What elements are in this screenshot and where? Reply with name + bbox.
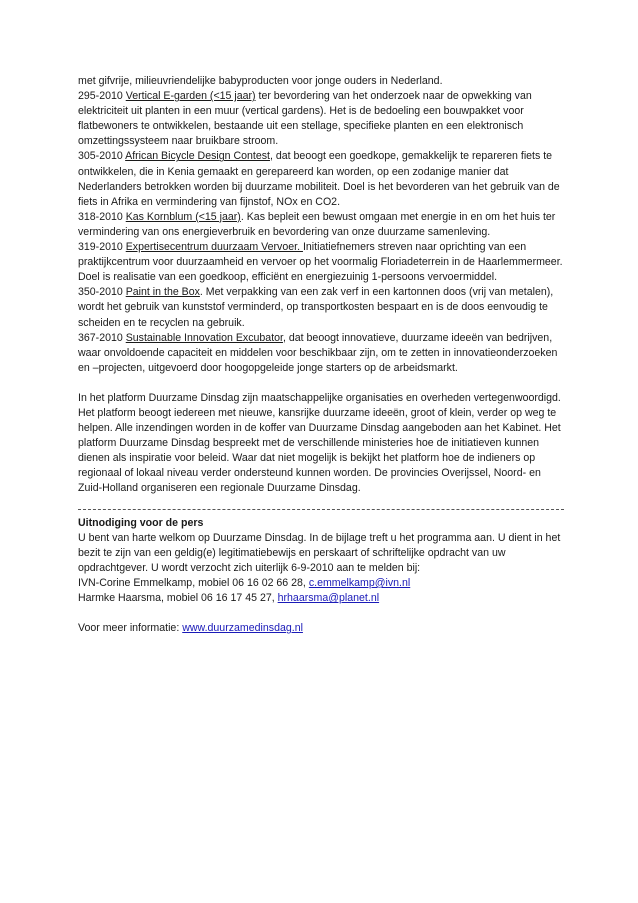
dashed-divider <box>78 509 564 510</box>
entry-number: 318-2010 <box>78 210 126 223</box>
entry-title-link[interactable]: Sustainable Innovation Excubator <box>125 331 283 344</box>
entry-number: 367-2010 <box>78 331 126 344</box>
entry-350 <box>78 285 564 330</box>
email-link-planet[interactable]: hrhaarsma@planet.nl <box>277 592 380 604</box>
platform-paragraph: In het platform Duurzame Dinsdag zijn maatschappelijke organisaties en overheden vertegenwoordigd. Het platform beoogt iedereen met nieuwe, kansrijke duurzame ideeën, groot of klein, verder op weg te helpen. Alle inzendingen worden in de koffer van Duurzame Dinsdag aangeboden aan het Kabinet. Het platform Duurzame Dinsdag bespreekt met de verschillende ministeries hoe de initiatieven kunnen dienen als inspiratie voor beleid. Waar dat niet mogelijk is bekijkt het platform hoe de indieners op regionaal of lokaal niveau verder ondersteund kunnen worden. De provincies Overijssel, Noord- en Zuid-Holland organiseren een regionale Duurzame Dinsdag. <box>78 391 561 495</box>
contact-details: IVN-Corine Emmelkamp, mobiel 06 16 02 66 28, <box>78 576 309 589</box>
entry-title-link[interactable]: Paint in the Box <box>125 286 200 299</box>
entry-number: 350-2010 <box>78 286 126 299</box>
press-text: U bent van harte welkom op Duurzame Dinsdag. In de bijlage treft u het programma aan. U dient in het bezit te zijn van een geldig(e) legitimatiebewijs en perskaart of schriftelijke opdracht van uw opdrachtgever. U wordt verzocht zich uiterlijk 6-9-2010 aan te melden bij: <box>78 531 561 574</box>
entry-title-link[interactable]: African Bicycle Design Contest <box>125 150 270 163</box>
intro-line: met gifvrije, milieuvriendelijke babyproducten voor jonge ouders in Nederland. <box>78 75 443 87</box>
email-link-ivn[interactable]: c.emmelkamp@ivn.nl <box>308 576 411 589</box>
entry-number: 295-2010 <box>78 90 126 103</box>
entry-title-link[interactable]: Vertical E-garden (<15 jaar) <box>125 90 256 103</box>
press-contact-ivn <box>78 576 564 591</box>
entry-number: 305-2010 <box>78 150 126 163</box>
entry-295 <box>78 89 564 149</box>
website-link[interactable]: www.duurzamedinsdag.nl <box>182 622 303 635</box>
entry-number: 319-2010 <box>78 241 126 254</box>
document-page <box>78 74 564 636</box>
entry-319 <box>78 240 564 285</box>
entry-text: , dat beoogt een goedkope, gemakkelijk te repareren fiets te ontwikkelen, die in Kenia gemaakt en gerepareerd kan worden, op een zodanige manier dat Nederlanders betrokken worden bij duurzame mobiliteit. Doel is het bevorderen van het gebruik van de fiets in Afrika en vermindering van fijnstof, NOx en CO2. <box>78 150 560 208</box>
press-heading: Uitnodiging voor de pers <box>78 516 204 529</box>
entry-text: . Met verpakking van een zak verf in een kartonnen doos (vrij van metalen), wordt het gebruik van kunststof verminderd, op transportkosten bespaart en is de doos eenvoudig te scheiden en te recyclen na gebruik. <box>78 286 554 329</box>
entry-text: , dat beoogt innovatieve, duurzame ideeën van bedrijven, waar onvoldoende capaciteit en middelen voor beschikbaar zijn, om te zetten in innovatieonderzoeken en –projecten, uitgevoerd door hoogopgeleide jonge starters op de arbeidsmarkt. <box>78 331 558 374</box>
entry-title-link[interactable]: Expertisecentrum duurzaam Vervoer. <box>125 241 303 254</box>
press-contact-planet <box>78 591 564 606</box>
entry-text: Initiatiefnemers streven naar oprichting van een praktijkcentrum voor duurzaamheid en vervoer op het voormalig Floriadeterrein in de Haarlemmermeer. Doel is realisatie van een goedkoop, efficiënt en energiezuinig 1-persoons vervoermiddel. <box>78 241 563 284</box>
paragraph-spacer <box>78 606 564 621</box>
entry-text: ter bevordering van het onderzoek naar de opwekking van elektriciteit uit planten in een muur (vertical gardens). Het is de bedoeling een bouwpakket voor flatbewoners te ontwikkelen, bestaande uit een stellage, specifieke planten en een elektronisch omzettingssysteem naar bruikbare stroom. <box>78 90 532 148</box>
contact-details: Harmke Haarsma, mobiel 06 16 17 45 27, <box>78 592 278 604</box>
entry-title-link[interactable]: Kas Kornblum (<15 jaar) <box>125 210 241 223</box>
entry-367 <box>78 331 564 376</box>
paragraph-spacer <box>78 376 564 391</box>
more-info-label: Voor meer informatie: <box>78 622 183 635</box>
entry-318 <box>78 210 564 240</box>
entry-text: . Kas bepleit een bewust omgaan met energie in en om het huis ter vermindering van ons energieverbruik en bevordering van onze duurzame samenleving. <box>78 210 556 238</box>
entry-305 <box>78 149 564 209</box>
more-info-line <box>78 621 564 636</box>
